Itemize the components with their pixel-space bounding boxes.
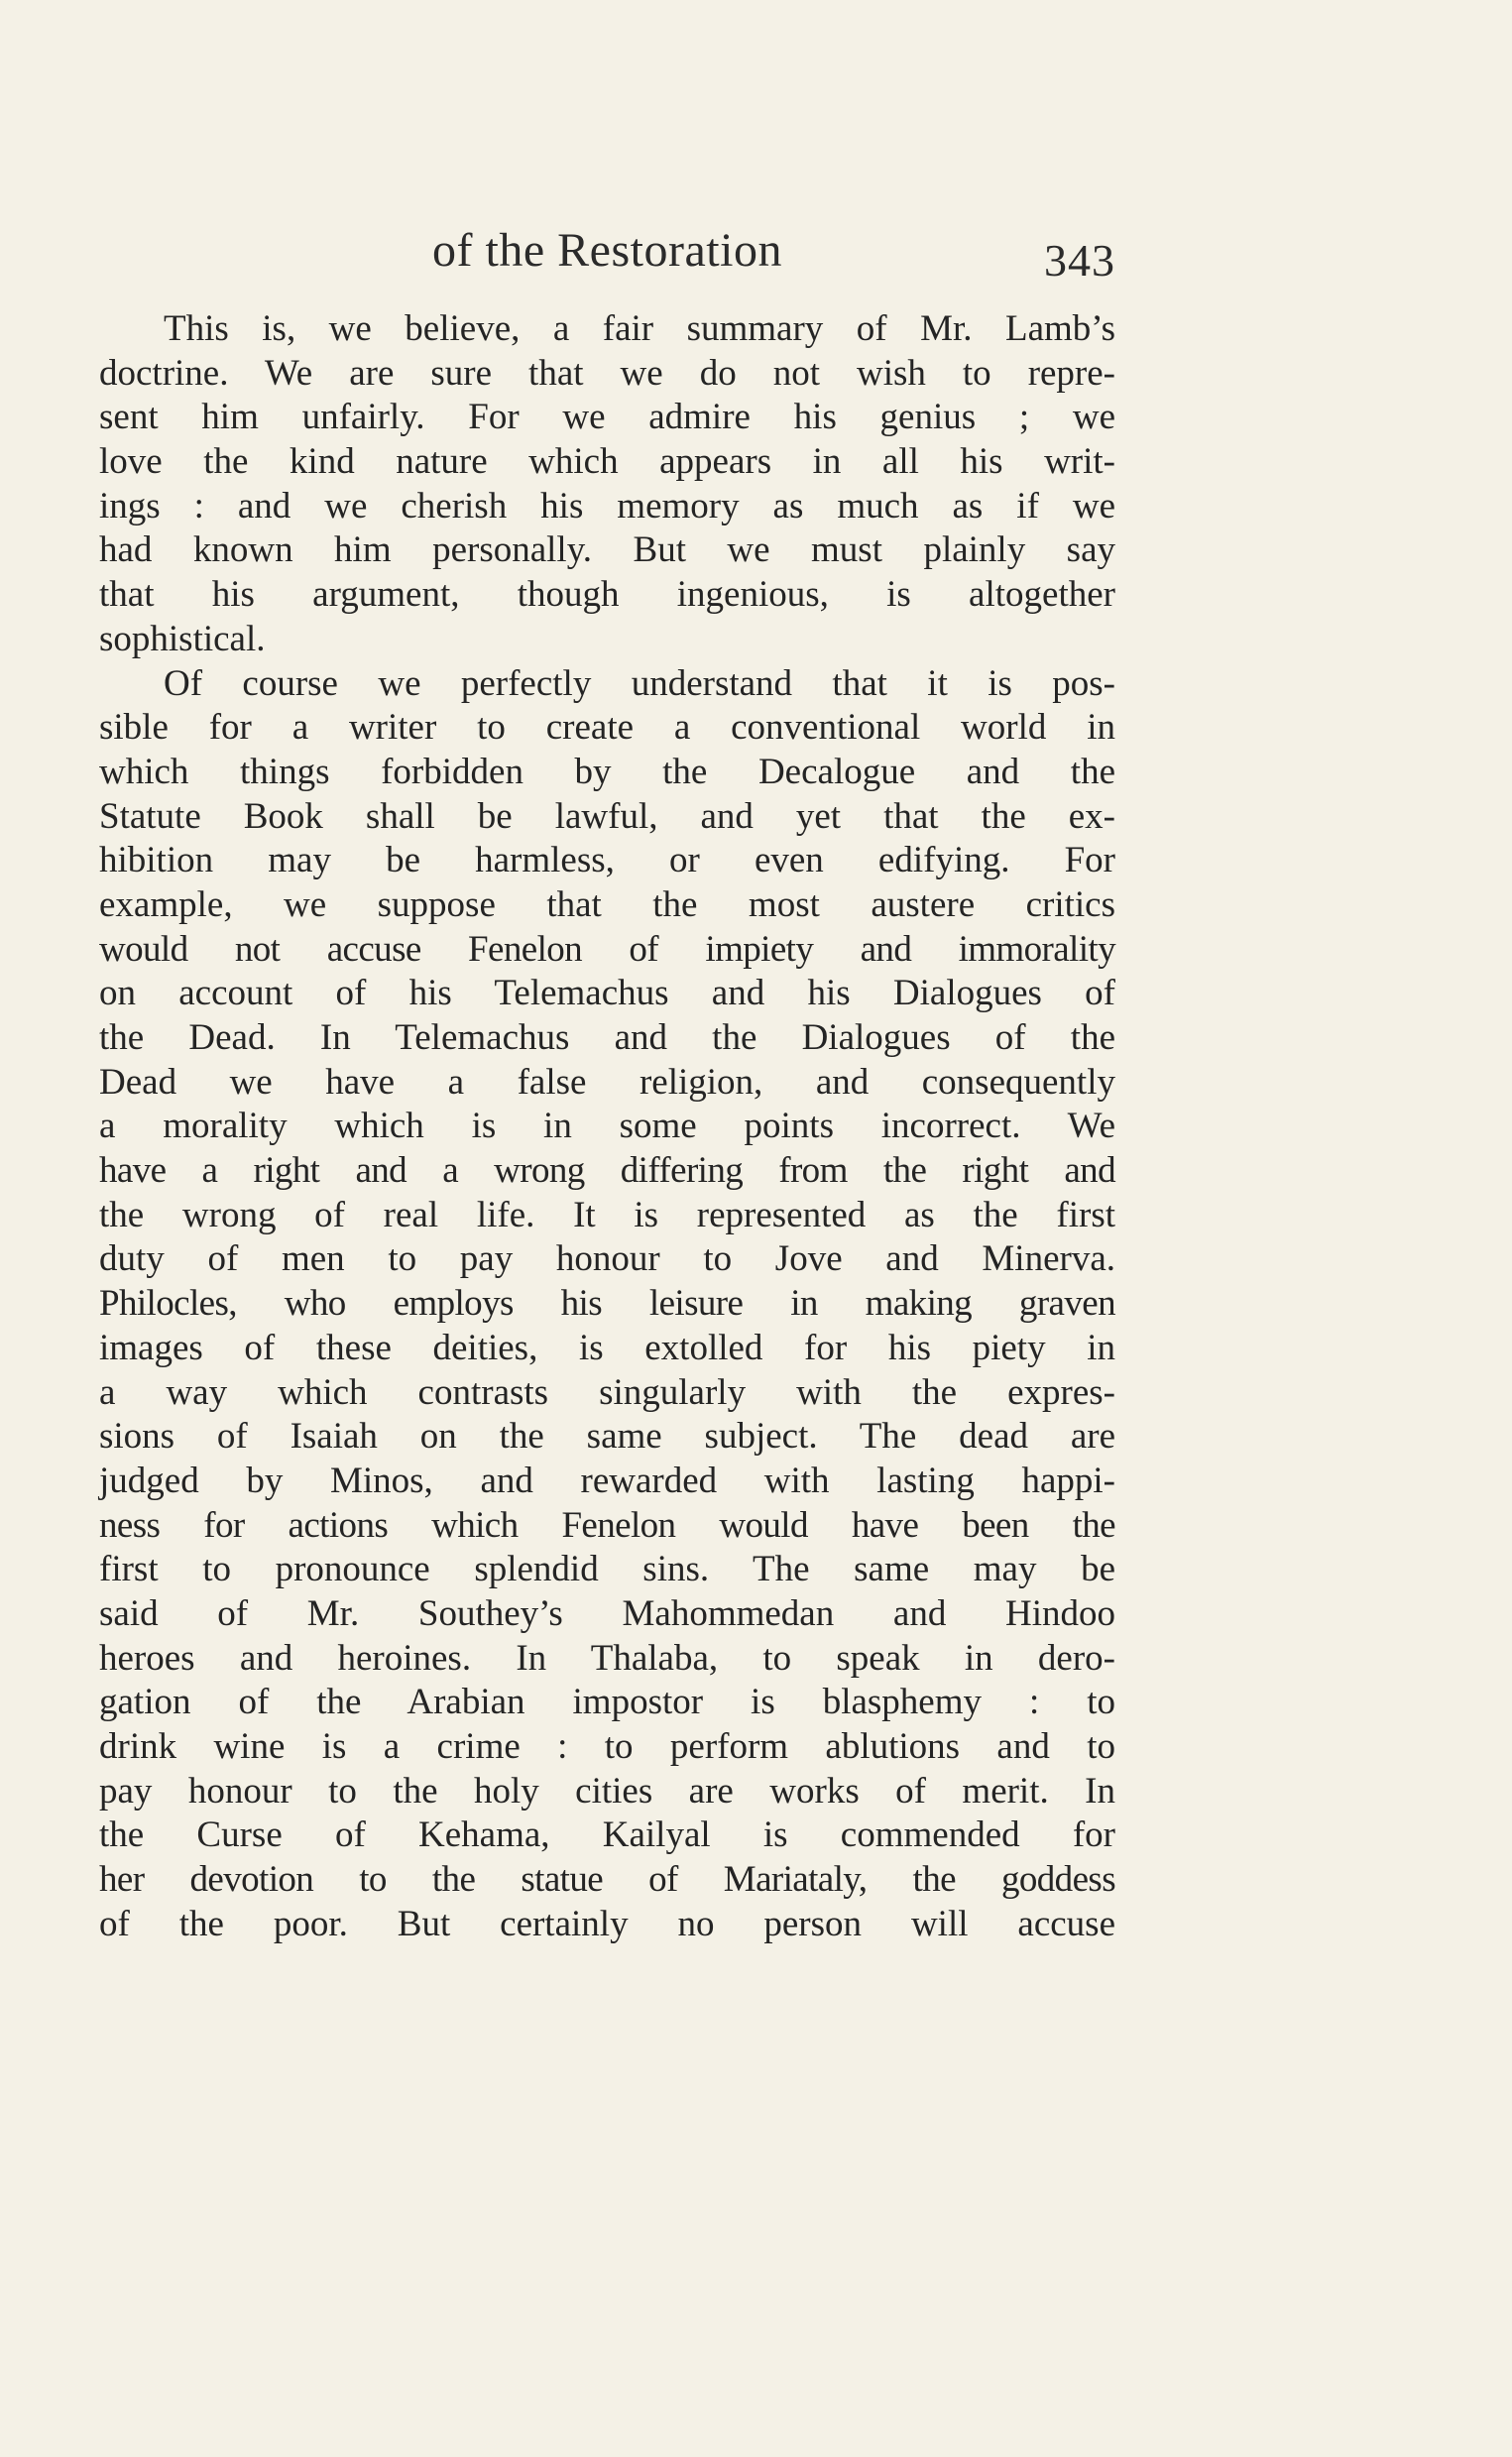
text-line: which things forbidden by the Decalogue and the	[99, 751, 1115, 792]
text-line: sent him unfairly. For we admire his genius ; we	[99, 397, 1115, 438]
running-head	[99, 216, 1115, 286]
text-line: Dead we have a false religion, and consequently	[99, 1061, 1115, 1103]
text-line: doctrine. We are sure that we do not wish to repre-	[99, 352, 1115, 394]
text-line: of the poor. But certainly no person will accuse	[99, 1903, 1115, 1944]
text-line: Philocles, who employs his leisure in making graven	[99, 1283, 1115, 1325]
text-line: ings : and we cherish his memory as much as if we	[99, 485, 1115, 526]
text-line: judged by Minos, and rewarded with lasting happi-	[99, 1460, 1115, 1501]
text-line: sophistical.	[99, 618, 266, 659]
text-line: the Curse of Kehama, Kailyal is commended for	[99, 1814, 1115, 1856]
text-line: sions of Isaiah on the same subject. The dead are	[99, 1416, 1115, 1458]
text-line: that his argument, though ingenious, is altogether	[99, 574, 1115, 616]
text-line: images of these deities, is extolled for his piety in	[99, 1327, 1115, 1368]
text-line: duty of men to pay honour to Jove and Minerva.	[99, 1238, 1115, 1280]
text-line: on account of his Telemachus and his Dialogues of	[99, 973, 1115, 1014]
text-line: have a right and a wrong differing from the right and	[99, 1150, 1115, 1192]
text-line: the wrong of real life. It is represented as the first	[99, 1194, 1115, 1235]
text-line: example, we suppose that the most austere critics	[99, 883, 1115, 925]
text-line: drink wine is a crime : to perform ablutions and to	[99, 1726, 1115, 1767]
text-line: a morality which is in some points incorrect. We	[99, 1106, 1115, 1147]
text-line: love the kind nature which appears in all his writ-	[99, 441, 1115, 483]
text-line: This is, we believe, a fair summary of Mr. Lamb’s	[164, 308, 1115, 349]
text-line: first to pronounce splendid sins. The same may be	[99, 1549, 1115, 1590]
text-line: Statute Book shall be lawful, and yet that the ex-	[99, 795, 1115, 837]
text-line: said of Mr. Southey’s Mahommedan and Hindoo	[99, 1592, 1115, 1634]
text-line: had known him personally. But we must plainly say	[99, 529, 1115, 571]
text-line: ness for actions which Fenelon would have been the	[99, 1504, 1115, 1546]
text-line: would not accuse Fenelon of impiety and immorality	[99, 928, 1115, 970]
text-line: her devotion to the statue of Mariataly, the goddess	[99, 1859, 1115, 1901]
text-line: gation of the Arabian impostor is blasphemy : to	[99, 1682, 1115, 1723]
text-line: a way which contrasts singularly with the expres-	[99, 1371, 1115, 1413]
text-line: heroes and heroines. In Thalaba, to speak in dero-	[99, 1637, 1115, 1679]
text-line: Of course we perfectly understand that it is pos-	[164, 662, 1115, 704]
page-number: 343	[1044, 235, 1115, 286]
body-text	[99, 307, 1115, 1946]
text-line: the Dead. In Telemachus and the Dialogues of the	[99, 1017, 1115, 1058]
text-line: hibition may be harmless, or even edifying. For	[99, 840, 1115, 881]
text-line: pay honour to the holy cities are works of merit. In	[99, 1770, 1115, 1812]
text-line: sible for a writer to create a conventional world in	[99, 707, 1115, 749]
running-title: of the Restoration	[432, 224, 782, 277]
